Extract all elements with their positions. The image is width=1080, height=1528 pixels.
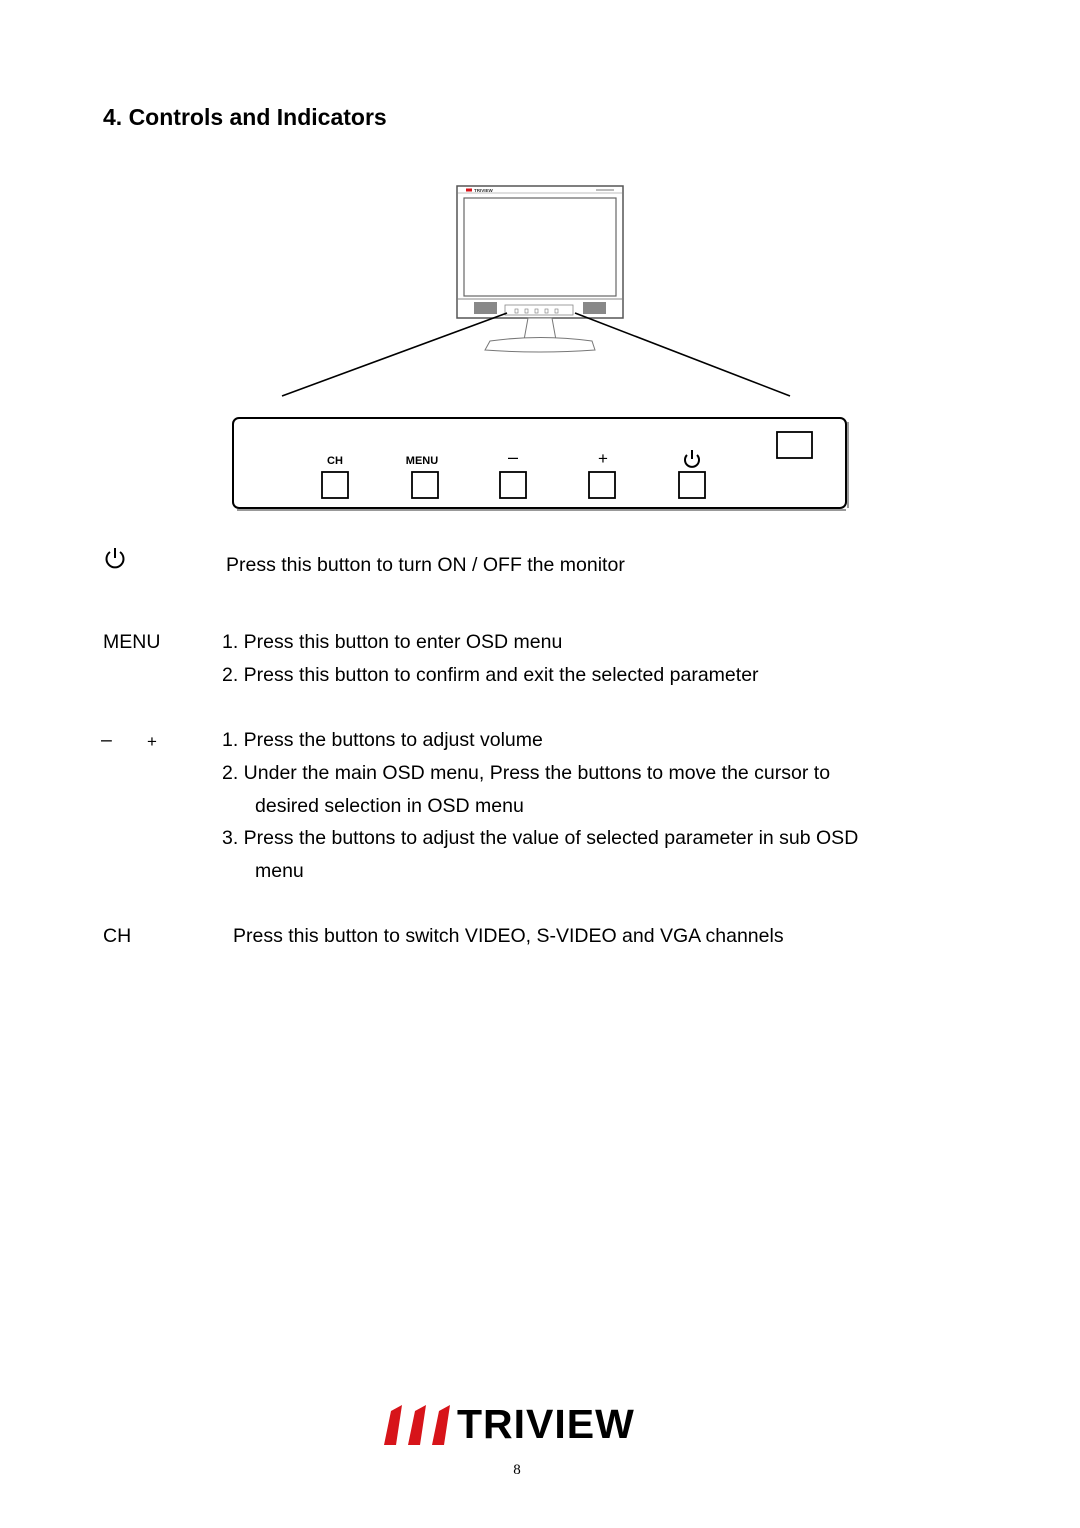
right-speaker-grille	[583, 302, 606, 314]
volume-description-line-5: menu	[255, 860, 304, 882]
monitor-front-view	[457, 186, 623, 352]
monitor-screen	[464, 198, 616, 296]
panel-label-minus: –	[507, 447, 519, 467]
panel-label-plus: +	[598, 449, 608, 468]
control-panel-closeup	[233, 418, 848, 510]
minus-term: –	[101, 729, 112, 751]
panel-button-ch	[322, 472, 348, 498]
bezel-brand-text: TRIVIEW	[474, 188, 493, 193]
left-speaker-grille	[474, 302, 497, 314]
panel-button-minus	[500, 472, 526, 498]
panel-label-menu: MENU	[405, 455, 439, 467]
power-icon	[103, 546, 127, 570]
monitor-illustration	[0, 0, 1080, 520]
panel-button-menu	[412, 472, 438, 498]
panel-button-power	[679, 472, 705, 498]
bezel-logo-mark	[466, 189, 472, 192]
power-description: Press this button to turn ON / OFF the monitor	[226, 554, 625, 576]
indicator-window	[777, 432, 812, 458]
triview-logo-text: TRIVIEW	[457, 1401, 635, 1447]
volume-description-line-1: 1. Press the buttons to adjust volume	[222, 729, 543, 751]
page-number: 8	[513, 1462, 521, 1478]
menu-description-line-1: 1. Press this button to enter OSD menu	[222, 631, 563, 653]
ch-description: Press this button to switch VIDEO, S-VIDEO and VGA channels	[233, 925, 784, 947]
section-title: 4. Controls and Indicators	[103, 104, 387, 130]
volume-description-line-3: desired selection in OSD menu	[255, 795, 524, 817]
menu-description-line-2: 2. Press this button to confirm and exit the selected parameter	[222, 664, 759, 686]
volume-description-line-2: 2. Under the main OSD menu, Press the buttons to move the cursor to	[222, 762, 831, 784]
monitor-stand-base	[485, 338, 595, 353]
volume-description-line-4: 3. Press the buttons to adjust the value of selected parameter in sub OSD	[222, 827, 859, 849]
triview-logo-mark	[382, 1403, 458, 1447]
callout-line-right	[575, 313, 790, 396]
callout-line-left	[282, 313, 507, 396]
plus-term: +	[147, 732, 157, 751]
ch-term: CH	[103, 925, 132, 947]
monitor-stand-neck	[524, 318, 556, 340]
panel-label-ch: CH	[327, 455, 343, 467]
panel-button-plus	[589, 472, 615, 498]
menu-term: MENU	[103, 631, 161, 653]
